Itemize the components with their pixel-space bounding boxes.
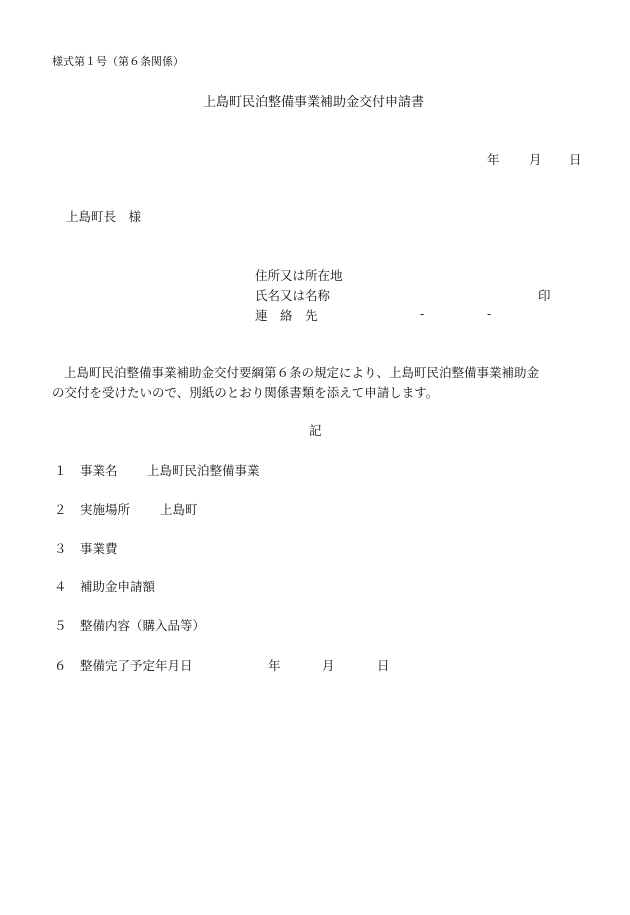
completion-day-label: 日	[377, 658, 390, 673]
date-year-label: 年	[487, 152, 500, 167]
applicant-address-label: 住所又は所在地	[255, 268, 343, 283]
item-value-location: 上島町	[160, 502, 198, 517]
item-label: 整備内容（購入品等）	[80, 618, 206, 633]
addressee: 上島町長 様	[66, 209, 142, 224]
applicant-name-label: 氏名又は名称	[255, 288, 331, 303]
item-number: ２	[54, 502, 67, 517]
date-day-label: 日	[569, 152, 582, 167]
item-number: １	[54, 463, 67, 478]
item-label: 補助金申請額	[80, 579, 156, 594]
seal-label: 印	[538, 288, 551, 303]
document-title: 上島町民泊整備事業補助金交付申請書	[203, 95, 425, 110]
item-label: 実施場所	[80, 502, 131, 517]
form-number: 様式第１号（第６条関係）	[52, 55, 184, 68]
completion-year-label: 年	[268, 658, 281, 673]
contact-separator-1: -	[420, 306, 425, 321]
completion-month-label: 月	[322, 658, 335, 673]
contact-separator-2: -	[487, 306, 492, 321]
item-number: ４	[54, 579, 67, 594]
body-text-line-1: 上島町民泊整備事業補助金交付要綱第６条の規定により、上島町民泊整備事業補助金	[64, 365, 540, 380]
item-value-project-name: 上島町民泊整備事業	[147, 463, 260, 478]
item-label: 事業費	[80, 541, 118, 556]
item-number: ６	[54, 658, 67, 673]
item-number: ３	[54, 541, 67, 556]
item-label: 事業名	[80, 463, 118, 478]
applicant-contact-label: 連 絡 先	[255, 308, 318, 323]
item-label: 整備完了予定年月日	[80, 658, 193, 673]
date-month-label: 月	[529, 152, 542, 167]
item-number: ５	[54, 618, 67, 633]
ki-heading: 記	[309, 423, 322, 438]
body-text-line-2: の交付を受けたいので、別紙のとおり関係書類を添えて申請します。	[52, 385, 439, 400]
